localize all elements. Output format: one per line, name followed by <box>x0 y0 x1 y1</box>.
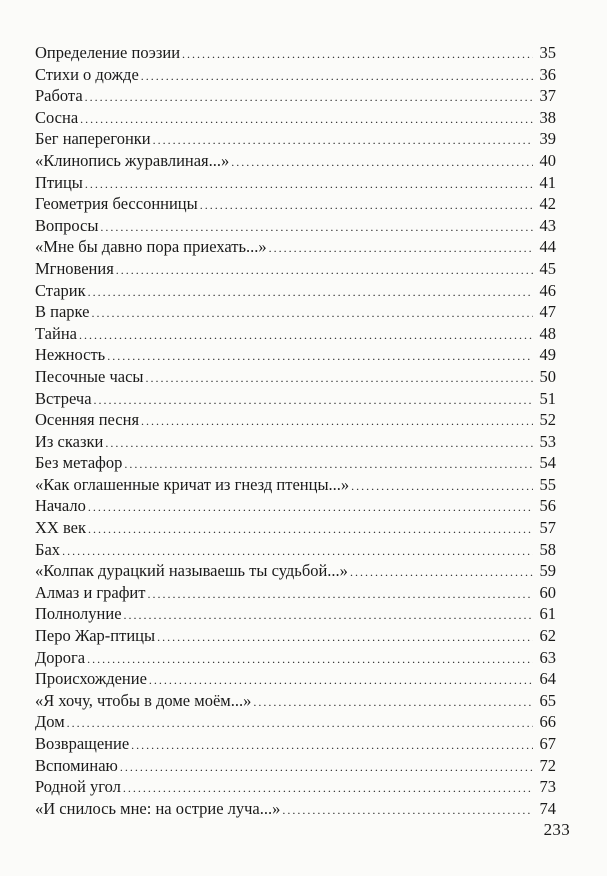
toc-entry-title: Вопросы <box>35 215 99 235</box>
toc-entry-page: 67 <box>539 734 556 753</box>
toc-entry-page: 45 <box>539 258 556 278</box>
dot-leader <box>79 325 533 347</box>
toc-entry <box>35 64 556 86</box>
toc-entry <box>35 690 556 712</box>
toc-entry-page: 59 <box>539 561 556 581</box>
toc-entry-page: 43 <box>539 215 556 235</box>
dot-leader <box>269 238 533 260</box>
dot-leader <box>100 217 533 239</box>
toc-entry <box>35 431 556 453</box>
toc-entry-page: 42 <box>539 194 556 214</box>
toc-entry-page: 64 <box>539 669 556 689</box>
toc-entry-title: Осенняя песня <box>35 410 140 430</box>
toc-entry-title: Встреча <box>35 388 92 408</box>
toc-entry <box>35 107 556 129</box>
toc-entry-page: 50 <box>539 366 556 386</box>
page-number: 233 <box>543 820 570 839</box>
toc-entry-page: 37 <box>539 86 556 106</box>
toc-entry-title: Дорога <box>35 647 86 667</box>
toc-entry <box>35 517 556 539</box>
toc-entry-title: Родной угол <box>35 777 121 797</box>
toc-entry <box>35 668 556 690</box>
toc-entry-page: 46 <box>539 280 556 300</box>
toc-entry <box>35 193 556 215</box>
toc-entry-title: Нежность <box>35 345 106 365</box>
toc-entry-page: 55 <box>539 474 556 494</box>
toc-entry-page: 57 <box>539 518 556 538</box>
toc-entry-page: 47 <box>539 302 556 322</box>
toc-entry-title: Геометрия бессонницы <box>35 194 198 214</box>
toc-entry-page: 38 <box>539 107 556 127</box>
toc-entry-title: Работа <box>35 86 83 106</box>
toc-entry-page: 35 <box>539 43 556 62</box>
dot-leader <box>131 735 533 757</box>
dot-leader <box>146 368 534 390</box>
toc-entry-title: Без метафор <box>35 453 123 473</box>
toc-entry-title: Бег наперегонки <box>35 129 151 149</box>
dot-leader <box>147 584 533 606</box>
toc-entry-page: 56 <box>539 496 556 516</box>
toc-entry-title: Стихи о дожде <box>35 64 139 84</box>
toc-entry <box>35 603 556 625</box>
dot-leader <box>94 390 533 412</box>
toc-entry-title: «Клинопись журавлиная...» <box>35 150 230 170</box>
toc-entry <box>35 409 556 431</box>
toc-entry-page: 44 <box>539 237 556 257</box>
toc-entry-title: Сосна <box>35 107 79 127</box>
dot-leader <box>62 541 533 563</box>
toc-entry <box>35 798 556 820</box>
toc-entry <box>35 776 556 798</box>
toc-entry-page: 74 <box>539 798 556 818</box>
toc-entry <box>35 647 556 669</box>
toc-entry <box>35 539 556 561</box>
toc-entry-title: Тайна <box>35 323 77 343</box>
toc-entry <box>35 42 556 64</box>
toc-entry-page: 65 <box>539 690 556 710</box>
dot-leader <box>116 260 533 282</box>
dot-leader <box>85 174 533 196</box>
toc-entry <box>35 366 556 388</box>
toc-entry-page: 72 <box>539 755 556 775</box>
dot-leader <box>91 303 533 325</box>
dot-leader <box>88 497 533 519</box>
toc-entry-title: Возвращение <box>35 734 130 753</box>
toc-entry <box>35 323 556 345</box>
toc-entry-page: 54 <box>539 453 556 473</box>
toc-entry-page: 66 <box>539 712 556 732</box>
toc-entry-page: 62 <box>539 626 556 646</box>
toc-entry-title: Песочные часы <box>35 366 144 386</box>
toc-entry-page: 41 <box>539 172 556 192</box>
toc-entry-title: Определение поэзии <box>35 43 181 62</box>
toc-entry <box>35 711 556 733</box>
dot-leader <box>149 670 533 692</box>
toc-entry <box>35 85 556 107</box>
toc-entry <box>35 625 556 647</box>
toc-entry-title: Старик <box>35 280 86 300</box>
dot-leader <box>123 778 533 800</box>
toc-entry-page: 73 <box>539 777 556 797</box>
dot-leader <box>67 713 533 735</box>
toc-entry <box>35 215 556 237</box>
toc-entry-title: XX век <box>35 518 86 538</box>
dot-leader <box>351 476 533 498</box>
toc-entry <box>35 150 556 172</box>
toc-entry <box>35 755 556 777</box>
toc-entry-title: Происхождение <box>35 669 147 689</box>
dot-leader <box>282 800 533 822</box>
toc-entry-title: «Я хочу, чтобы в доме моём...» <box>35 690 252 710</box>
toc-entry-title: «И снилось мне: на острие луча...» <box>35 798 281 818</box>
toc-entry-title: Начало <box>35 496 86 516</box>
dot-leader <box>157 627 533 649</box>
toc-entry-title: Бах <box>35 539 61 559</box>
toc-entry <box>35 388 556 410</box>
toc-entry-title: «Колпак дурацкий называешь ты судьбой...» <box>35 561 348 581</box>
toc-entry <box>35 474 556 496</box>
dot-leader <box>88 282 533 304</box>
toc-entry <box>35 258 556 280</box>
toc-entry <box>35 452 556 474</box>
toc-entry <box>35 344 556 366</box>
dot-leader <box>182 44 533 66</box>
toc-entry-title: Из сказки <box>35 431 104 451</box>
dot-leader <box>141 66 533 88</box>
toc-entry-page: 60 <box>539 582 556 602</box>
toc-entry-title: Птицы <box>35 172 83 192</box>
dot-leader <box>80 109 533 131</box>
toc-entry-page: 58 <box>539 539 556 559</box>
toc-entry <box>35 172 556 194</box>
dot-leader <box>350 562 533 584</box>
dot-leader <box>107 346 533 368</box>
toc-entry-title: Вспоминаю <box>35 755 118 775</box>
toc-entry <box>35 733 556 755</box>
dot-leader <box>120 757 533 779</box>
toc-entry <box>35 280 556 302</box>
dot-leader <box>88 519 533 541</box>
toc-entry <box>35 301 556 323</box>
dot-leader <box>200 195 533 217</box>
dot-leader <box>141 411 533 433</box>
dot-leader <box>87 649 533 671</box>
toc-entry-title: «Мне бы давно пора приехать...» <box>35 237 267 257</box>
toc-entry-page: 49 <box>539 345 556 365</box>
toc-entry-title: Перо Жар-птицы <box>35 626 156 646</box>
toc-entry-page: 53 <box>539 431 556 451</box>
toc-entry-page: 63 <box>539 647 556 667</box>
dot-leader <box>124 605 533 627</box>
toc-entry-title: Мгновения <box>35 258 114 278</box>
toc-entry-title: «Как оглашенные кричат из гнезд птенцы...» <box>35 474 350 494</box>
toc-entry-title: В парке <box>35 302 90 322</box>
toc-entry-page: 40 <box>539 150 556 170</box>
dot-leader <box>231 152 533 174</box>
toc-entry-page: 52 <box>539 410 556 430</box>
toc-entry <box>35 236 556 258</box>
dot-leader <box>85 87 533 109</box>
toc-entry-title: Дом <box>35 712 65 732</box>
table-of-contents <box>35 42 556 819</box>
toc-entry-title: Алмаз и графит <box>35 582 146 602</box>
dot-leader <box>153 130 533 152</box>
toc-entry <box>35 128 556 150</box>
toc-entry <box>35 495 556 517</box>
dot-leader <box>124 454 533 476</box>
toc-entry <box>35 560 556 582</box>
toc-entry <box>35 582 556 604</box>
toc-entry-page: 36 <box>539 64 556 84</box>
dot-leader <box>253 692 533 714</box>
toc-entry-page: 48 <box>539 323 556 343</box>
dot-leader <box>105 433 533 455</box>
toc-entry-page: 61 <box>539 604 556 624</box>
toc-entry-page: 51 <box>539 388 556 408</box>
toc-entry-title: Полнолуние <box>35 604 122 624</box>
toc-entry-page: 39 <box>539 129 556 149</box>
